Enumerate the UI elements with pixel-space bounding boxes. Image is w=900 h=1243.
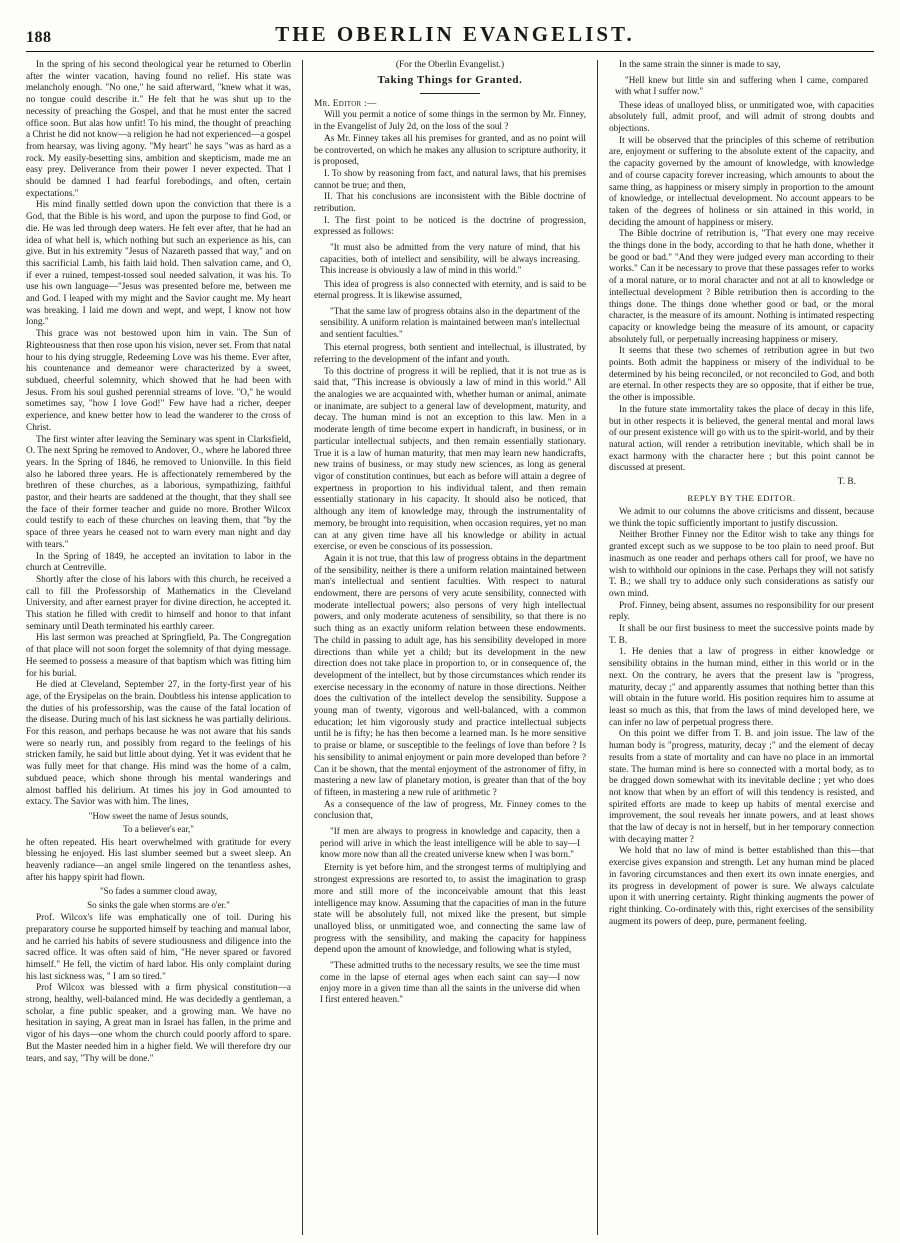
paragraph: His last sermon was preached at Springfield, Pa. The Congregation of that place will not soon forget the solemnity of that dying message. He seemed to possess a measure of that baptism which was fitting him for his burial. xyxy=(26,633,291,679)
paragraph: II. That his conclusions are inconsistent with the Bible doctrine of retribution. xyxy=(314,192,586,215)
verse-line: "So fades a summer cloud away, xyxy=(99,886,218,897)
paragraph: As a consequence of the law of progress, Mr. Finney comes to the conclusion that, xyxy=(314,799,586,822)
block-quote: "These admitted truths to the necessary results, we see the time must come in the lapse of eternal ages when each saint can say—I now enjoy more in a given time than all the saints in the universe did when I first entered heaven." xyxy=(320,960,580,1005)
verse-line: So sinks the gale when storms are o'er." xyxy=(87,899,230,910)
paragraph: As Mr. Finney takes all his premises for granted, and as no point will be controverted, on which he makes any allusion to scripture authority, it is proposed, xyxy=(314,133,586,168)
paragraph: The first winter after leaving the Seminary was spent in Clarksfield, O. The next Spring he removed to Andover, O., where he labored three years. In the Spring of 1846, he removed to Unionville. In this field also he labored three years. He is affectionately remembered by the brethren of these churches, as a laborious, sympathizing, faithful pastor, and their hearts are saddened at the thought, that they shall see the face of their former teacher and guide no more. Brother Wilcox could testify to each of these churches on leaving them, that "by the space of three years he ceased not to warn every man night and day with tears." xyxy=(26,434,291,550)
paragraph: This eternal progress, both sentient and intellectual, is illustrated, by referring to the development of the infant and youth. xyxy=(314,343,586,365)
divider-rule xyxy=(420,93,480,94)
verse-line: To a believer's ear," xyxy=(123,824,194,835)
paragraph: The Bible doctrine of retribution is, "That every one may receive the things done in the body, according to that he hath done, whether it be good or bad." "And they were judged every man according to their works." Can it be necessary to prove that these passages refer to works of a moral nature, or to moral character and not at all to knowledge or intellectual development ? Bible retribution then is according to the things done. The things done whether good or bad, or the moral character, is the measure of its amount. Nothing is intimated respecting capacity or knowledge being the measure of its amount, or capacity absolutely full, or perpetually increasing happiness or misery. xyxy=(609,229,874,345)
column-layout xyxy=(26,60,874,1235)
column-right xyxy=(598,60,874,1235)
column-left xyxy=(26,60,302,1235)
paragraph: This idea of progress is also connected with eternity, and is said to be eternal progress. It is likewise assumed, xyxy=(314,279,586,302)
paragraph: he often repeated. His heart overwhelmed with gratitude for every blessing he enjoyed. His last slumber seemed but a sweet sleep. An heavenly radiance—an angel smile lingered on the tenantless ashes, after his happy spirit had flown. xyxy=(26,837,291,883)
paragraph: Prof Wilcox was blessed with a firm physical constitution—a strong, healthy, well-balanced mind. He was decidedly a gentleman, a scholar, a fine public speaker, and a growing man. We have no hesitation in saying, A great man in Israel has fallen, in the prime and vigor of his days—one whom the church could poorly afford to spare. But the Master needed him in a higher field. We will therefore dry our tears, and say, "Thy will be done." xyxy=(26,983,291,1064)
paragraph: On this point we differ from T. B. and join issue. The law of the human body is "progress, maturity, decay ;" and the element of decay results from a state of mortality and can have no place in an immortal state. The human mind is here so connected with a mortal body, as to be dragged down somewhat with its inevitable decline ; yet who does not know that when by an effort of will this tendency is resisted, and spirited efforts are made to keep up habits of mental exercise and improvement, the soul reveals her innate powers, and at least shows that the law of decay is not in herself, but in her temporary connection with decaying matter ? xyxy=(609,729,874,845)
article-title: Taking Things for Granted. xyxy=(377,73,523,86)
paragraph: We admit to our columns the above criticisms and dissent, because we think the topic sufficiently important to justify discussion. xyxy=(609,507,874,529)
paragraph: It seems that these two schemes of retribution agree in but two points. Both admit the happiness or misery of the individual to be determined by his being reconciled, or not reconciled to God, and both are eternal. In other respects they are so opposite, that if either be true, the other is impossible. xyxy=(609,346,874,404)
block-quote: "It must also be admitted from the very nature of mind, that his capacities, both of intellect and sensibility, will be always increasing. This increase is obviously a law of mind in this world." xyxy=(320,242,580,276)
paragraph: 1. He denies that a law of progress in either knowledge or sensibility obtains in the human mind, either in this world or in the next. On the contrary, he avers that the present law is "progress, maturity, decay ;" and apparently assumes that nothing better than this will obtain in the future world. His position requires him to assume at least so much as this, that from the laws of mind developed here, we can infer no law of perpetual progress there. xyxy=(609,647,874,728)
paragraph: In the spring of his second theological year he returned to Oberlin after the winter vacation, having found no relief. His state was melancholy enough. "No one," he said afterward, "knew what it was, no tongue could describe it." He felt that he was shut up to the necessity of preaching the Gospel, and that he must enter the sacred office soon. But alas how unfit! To his mind, the thought of preaching a Christ he did not know—a religion he had not experienced—a gospel from hearsay, was living agony. "My heart" he says "was as hard as a rock. My easily-besetting sins, ambition and skepticism, made me an easy prey. Deliverance from their power I never expected. That I should be damned I had fearful forebodings, and often, certain expectations." xyxy=(26,60,291,199)
publication-title: THE OBERLIN EVANGELIST. xyxy=(275,22,635,46)
article-source-line: (For the Oberlin Evangelist.) xyxy=(395,60,505,70)
block-quote: "That the same law of progress obtains also in the department of the sensibility. A uniform relation is maintained between man's intellectual and sentient faculties." xyxy=(320,305,580,339)
page-number: 188 xyxy=(26,29,52,46)
paragraph: Neither Brother Finney nor the Editor wish to take any things for granted except such as we suppose to be too plain to need proof. But inasmuch as one reader and perhaps others call for proof, we have no wish to withhold our opinions in the case. Perhaps they will not satisfy T. B.; we shall try to adduce only such considerations as satisfy our own mind. xyxy=(609,530,874,599)
verse-line: "How sweet the name of Jesus sounds, xyxy=(88,811,229,821)
paragraph: We hold that no law of mind is better established than this—that exercise gives expansion and strength. Let any human mind be placed in favoring circumstances and then exert its own innate energies, and its progress in development of power is sure. We always calculate upon it with unerring certainty. Right thinking augments the power of right thinking. Co-ordinately with this, right exercises of the sensibility augment its powers of deep, pure, permanent feeling. xyxy=(609,846,874,927)
paragraph: It will be observed that the principles of this scheme of retribution are, enjoyment or suffering to the absolute extent of the capacity, and the capacity governed by the amount of knowledge, with knowledge and of course capacity forever increasing, which amounts to about the same thing, as happiness or misery simply in proportion to the amount of knowledge, or intellectual development. No account appears to be taken of the degrees of holiness or sin attained in this world, in deciding the amount of happiness or misery. xyxy=(609,135,874,228)
paragraph: These ideas of unalloyed bliss, or unmitigated woe, with capacities absolutely full, admit proof, and will admit of strong doubts and objections. xyxy=(609,100,874,135)
paragraph: I. The first point to be noticed is the doctrine of progression, expressed as follows: xyxy=(314,215,586,238)
reply-heading: REPLY BY THE EDITOR. xyxy=(687,492,796,503)
column-middle xyxy=(302,60,598,1235)
paragraph: Shortly after the close of his labors with this church, he received a call to fill the Professorship of Mathematics in the Cleveland University, and after earnest prayer for divine direction, he accepted it. This station he filled with credit to himself and honor to that infant seminary until Death terminated his earthly career. xyxy=(26,574,291,632)
paragraph: Prof. Finney, being absent, assumes no responsibility for our present reply. xyxy=(609,600,874,623)
paragraph: Prof. Wilcox's life was emphatically one of toil. During his preparatory course he supported himself by teaching and manual labor, and he carried his habits of severe studiousness and diligence into the sacred office. It was often said of him, "He never spared or favored himself." He fell, the victim of hard labor. His only complaint during his last sickness was, " I am so tired." xyxy=(26,913,291,982)
paragraph: Eternity is yet before him, and the strongest terms of multiplying and strongest expressions are resorted to, to assist the imagination to grasp more and still more of the inconceivable amount that this least intelligence may know. Assuming that the capacities of man in the future state will be absolutely full, not mixed like the present, but simple unalloyed bliss, or unmitigated woe, and connecting the same law of progress with the sensibility, and making the capacity for happiness depend upon the amount of knowledge, and following what is styled, xyxy=(314,863,586,956)
masthead xyxy=(26,22,874,52)
paragraph: I. To show by reasoning from fact, and natural laws, that his premises cannot be true; and then, xyxy=(314,168,586,191)
block-quote: "If men are always to progress in knowledge and capacity, then a period will arive in which the least intelligence will be able to say—I know more now than all the created universe knew when I was born." xyxy=(320,826,580,859)
block-quote: "Hell knew but little sin and suffering when I came, compared with what I suffer now." xyxy=(615,74,868,97)
paragraph: He died at Cleveland, September 27, in the forty-first year of his age, of the Erysipelas on the brain. Doubtless his intense application to the duties of his professorship, was the cause of the fatal location of the disease. During much of his last sickness he was partially delirious. For this reason, and perhaps because he was not aware that his sands were so nearly run, and possibly from regard to the feelings of his stricken family, he said but little about dying. Yet it was evident that he was fully meet for that change. His mind was the home of a calm, subdued peace, which shone through his mental wanderings and almost baffled his delirium. At times his joy in God amounted to extacy. The Savior was with him. The lines, xyxy=(26,680,291,808)
paragraph: Will you permit a notice of some things in the sermon by Mr. Finney, in the Evangelist of July 2d, on the loss of the soul ? xyxy=(314,110,586,133)
paragraph: Again it is not true, that this law of progress obtains in the department of the sensibility, neither is there a uniform relation maintained between man's intellectual and sentient faculties. With respect to natural endowment, there are persons of very acute sensibility, connected with moderate intellectual powers; also persons of very high intellectual powers, and only moderate acuteness of sensibility, so that there is no such thing as an exactly uniform relation between these endowments. The child in passing to adult age, has his sensibility developed in more directions than while yet a child; but its development in the new direction does not take place in proportion to, or in consequence of, the development of the intellect, but by those circumstances which render its exercise necessary in the economy of nature in those directions. Neither does the cultivation of the intellect develop the sensibility. Suppose a young man of twenty, vigorous and well-balanced, with a common education; let him vigorously study and practice intellectual subjects until he is fifty; he has then become a learned man. Is he more sensitive to praise or blame, or susceptible to the feelings of love than before ? Is his sensibility to animal enjoyment or pain more developed than before ? Can it be shown, that the mental enjoyment of the astronomer of fifty, in mastering a new law of planetary motion, is greater than that of the boy of fifteen, in mastering a new rule of arithmetic ? xyxy=(314,553,586,798)
paragraph: In the future state immortality takes the place of decay in this life, but in other respects it is believed, the general mental and moral laws of our present existence will go with us to the spirit-world, and by their natural action, will render a retribution inevitable, which shall be in exact harmony with the character here ; but this point cannot be discussed at present. xyxy=(609,404,874,474)
salutation: Mr. Editor :— xyxy=(314,98,377,109)
paragraph: His mind finally settled down upon the conviction that there is a God, that the Bible is his word, and upon the purpose to find God, or die. He was led through deep waters. He felt ever after, that he had an idea of what hell is, which nothing but such an experience as his, can give. But in his extremity "Jesus of Nazareth passed that way," and on this sacrificial Lamb, his faith laid hold. Then salvation came, and O, if ever a ruined, tempest-tossed soul needed salvation, it was his. To use his own language—"Jesus was presented before me, between me and God. I leaped with my might and the Savior caught me. My heart was breaking. I laid me down and wept, and wept, I know not how long." xyxy=(26,200,291,328)
author-signature: T. B. xyxy=(837,477,856,488)
paragraph: In the Spring of 1849, he accepted an invitation to labor in the church at Centreville. xyxy=(26,551,291,574)
paragraph: It shall be our first business to meet the successive points made by T. B. xyxy=(609,624,874,646)
paragraph: To this doctrine of progress it will be replied, that it is not true as is said that, "This increase is obviously a law of mind in this world." All the analogies we are acquainted with, whether human or animal, animate or inanimate, are subject to a general law of development, maturity, and decay. The human mind is not an exception to this law. Men in a moderate length of time become expert in handicraft, in business, or in particular intellectual subjects, and then remain essentially stationary. True it is a law of human maturity, that men may learn new handicrafts, new trains of business, or may study new sciences, as long as general vigor of constitution continues, but each as before will attain a degree of expertness in proportion to his individual talent, and then remain essentially stationary in his capacity. It should also be noticed, that although any item of knowledge may, through the instrumentality of memory, be brought into requisition, when occasion requires, yet no man can at any given time have all his knowledge or ability in actual exercise, or even be conscious of its possession. xyxy=(314,366,586,553)
paragraph: In the same strain the sinner is made to say, xyxy=(619,60,781,70)
paragraph: This grace was not bestowed upon him in vain. The Sun of Righteousness that then rose upon his vision, never set. From that natal hour to his dying struggle, Redeeming Love was his theme. Ever after, his countenance and demeanor were characterized by a sweet, subdued, cheerful solemnity, which showed that he had been with Jesus. From his soul gushed perennial streams of love. "O," he would sometimes say, "how I love God!" Few have had a richer, deeper experience, and knew better how to lead the wanderer to the cross of Christ. xyxy=(26,329,291,433)
